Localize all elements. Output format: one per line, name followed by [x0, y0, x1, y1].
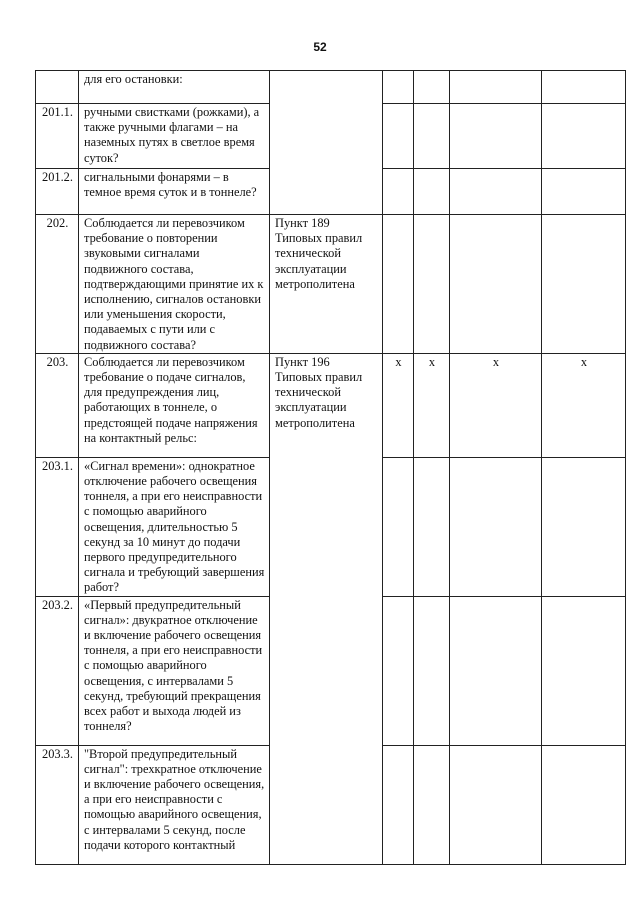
- reference-cell: Пункт 189 Типовых правил технической эксплуатации метрополитена: [270, 215, 383, 354]
- question-text: сигнальными фонарями – в темное время суток и в тоннеле?: [79, 169, 270, 215]
- answer-cell-yes: [383, 215, 414, 354]
- answer-cell-na: [450, 457, 542, 596]
- answer-cell-yes: [383, 71, 414, 104]
- answer-cell-note: [542, 596, 626, 745]
- answer-cell-yes: [383, 457, 414, 596]
- page-number: 52: [313, 40, 327, 54]
- question-text: «Первый предупредительный сигнал»: двукратное отключение и включение рабочего освещения тоннеля, а при его неисправности с помощью аварийного освещения, с интервалами 5 секунд, требующий прекращения всех работ и выхода людей из тоннеля?: [79, 596, 270, 745]
- table-row: [36, 353, 626, 457]
- answer-cell-yes: [383, 169, 414, 215]
- question-text: "Второй предупредительный сигнал": трехкратное отключение и включение рабочего освещения, а при его неисправности с помощью аварийного освещения, с интервалами 5 секунд, после подачи которого контактный: [79, 745, 270, 864]
- answer-cell-na: [450, 169, 542, 215]
- answer-cell-na: [450, 745, 542, 864]
- answer-cell-na: [450, 104, 542, 169]
- table-row: [36, 215, 626, 354]
- question-text: «Сигнал времени»: однократное отключение рабочего освещения тоннеля, а при его неисправности с помощью аварийного освещения, длительностью 5 секунд за 10 минут до подачи первого предупредительного сигнала и требующий завершения работ?: [79, 457, 270, 596]
- answer-cell-note: [542, 71, 626, 104]
- question-text: ручными свистками (рожками), а также ручными флагами – на наземных путях в светлое время суток?: [79, 104, 270, 169]
- row-number: 201.1.: [36, 104, 79, 169]
- answer-cell-no: [414, 71, 450, 104]
- table-row: [36, 71, 626, 104]
- question-text: для его остановки:: [79, 71, 270, 104]
- answer-cell-note: х: [542, 353, 626, 457]
- answer-cell-na: [450, 596, 542, 745]
- answer-cell-note: [542, 457, 626, 596]
- reference-cell: Пункт 196 Типовых правил технической эксплуатации метрополитена: [270, 353, 383, 864]
- answer-cell-na: х: [450, 353, 542, 457]
- answer-cell-no: [414, 596, 450, 745]
- row-number: 202.: [36, 215, 79, 354]
- row-number: 203.1.: [36, 457, 79, 596]
- row-number: 203.2.: [36, 596, 79, 745]
- answer-cell-no: [414, 457, 450, 596]
- answer-cell-yes: [383, 596, 414, 745]
- answer-cell-no: х: [414, 353, 450, 457]
- answer-cell-note: [542, 169, 626, 215]
- answer-cell-note: [542, 745, 626, 864]
- answer-cell-yes: х: [383, 353, 414, 457]
- reference-cell: [270, 71, 383, 215]
- answer-cell-na: [450, 215, 542, 354]
- answer-cell-no: [414, 745, 450, 864]
- answer-cell-note: [542, 104, 626, 169]
- row-number: 201.2.: [36, 169, 79, 215]
- answer-cell-no: [414, 104, 450, 169]
- checklist-table: [35, 70, 626, 865]
- answer-cell-no: [414, 215, 450, 354]
- answer-cell-no: [414, 169, 450, 215]
- answer-cell-na: [450, 71, 542, 104]
- question-text: Соблюдается ли перевозчиком требование о повторении звуковыми сигналами подвижного состава, подтверждающими принятие их к исполнению, сигналов остановки или уменьшения скорости, подаваемых с пути или с подвижного состава?: [79, 215, 270, 354]
- question-text: Соблюдается ли перевозчиком требование о подаче сигналов, для предупреждения лиц, работающих в тоннеле, о предстоящей подаче напряжения на контактный рельс:: [79, 353, 270, 457]
- answer-cell-yes: [383, 745, 414, 864]
- answer-cell-note: [542, 215, 626, 354]
- row-number: 203.: [36, 353, 79, 457]
- answer-cell-yes: [383, 104, 414, 169]
- row-number: [36, 71, 79, 104]
- row-number: 203.3.: [36, 745, 79, 864]
